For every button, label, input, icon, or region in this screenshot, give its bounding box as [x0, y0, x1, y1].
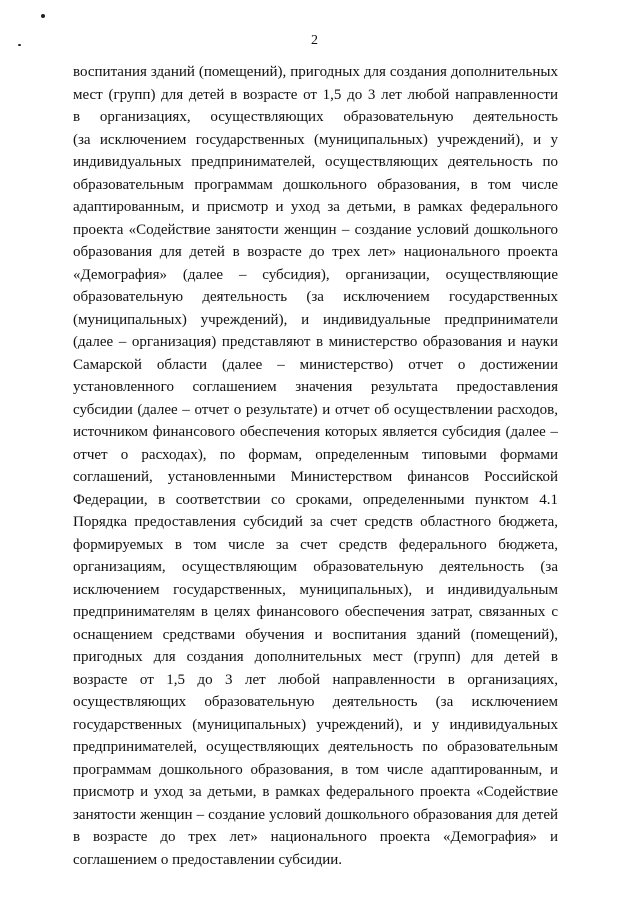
text-line: соглашений, установленными Министерством финансов Российской: [73, 469, 558, 485]
text-line: соглашением о предоставлении субсидии.: [73, 851, 343, 868]
text-line: исключением государственных, муниципальных), и индивидуальным: [73, 581, 558, 598]
text-line: образования для детей в возрасте до трех лет» национального проекта: [73, 244, 558, 260]
text-line: «Демография» (далее – субсидия), организации, осуществляющие: [73, 266, 558, 283]
text-line: адаптированным, и присмотр и уход за детьми, в рамках федерального: [73, 199, 558, 215]
text-line: субсидии (далее – отчет о результате) и отчет об осуществлении расходов,: [73, 401, 558, 418]
text-line: предпринимателям в целях финансового обеспечения затрат, связанных с: [73, 604, 558, 620]
text-line: занятости женщин – создание условий дошкольного образования для детей: [73, 806, 558, 823]
body-text: [73, 61, 558, 871]
text-line: в организациях, осуществляющих образовательную деятельность: [73, 109, 558, 125]
text-line: установленного соглашением значения результата предоставления: [73, 379, 558, 395]
text-line: отчет о расходах), по формам, определенным типовыми формами: [73, 446, 558, 463]
text-line: государственных (муниципальных) учреждений), и у индивидуальных: [73, 716, 558, 733]
text-line: возрасте от 1,5 до 3 лет любой направленности в организациях,: [73, 671, 558, 688]
text-line: индивидуальных предпринимателей, осуществляющих деятельность по: [73, 154, 558, 170]
text-line: образовательным программам дошкольного образования, в том числе: [73, 176, 558, 193]
text-line: воспитания зданий (помещений), пригодных для создания дополнительных: [73, 64, 558, 80]
text-line: (далее – организация) представляют в министерство образования и науки: [73, 334, 558, 350]
text-line: Самарской области (далее – министерство) отчет о достижении: [73, 356, 558, 373]
text-line: присмотр и уход за детьми, в рамках федерального проекта «Содействие: [73, 784, 558, 800]
text-line: Порядка предоставления субсидий за счет средств областного бюджета,: [73, 514, 558, 530]
text-line: программам дошкольного образования, в том числе адаптированным, и: [73, 761, 558, 778]
text-line: оснащением средствами обучения и воспитания зданий (помещений),: [73, 626, 558, 643]
text-line: образовательную деятельность (за исключением государственных: [73, 289, 558, 305]
text-line: осуществляющих образовательную деятельность (за исключением: [73, 694, 558, 710]
text-line: проекта «Содействие занятости женщин – создание условий дошкольного: [73, 221, 558, 238]
text-line: в возрасте до трех лет» национального проекта «Демография» и: [73, 829, 558, 845]
text-line: (муниципальных) учреждений), и индивидуальные предприниматели: [73, 311, 558, 328]
text-line: Федерации, в соответствии со сроками, определенными пунктом 4.1: [73, 491, 558, 508]
text-line: предпринимателей, осуществляющих деятельность по образовательным: [73, 739, 558, 755]
page-number: 2: [311, 33, 318, 48]
text-line: мест (групп) для детей в возрасте от 1,5 до 3 лет любой направленности: [73, 86, 558, 103]
text-line: (за исключением государственных (муниципальных) учреждений), и у: [73, 131, 558, 148]
scan-speck: [41, 14, 45, 18]
text-line: пригодных для создания дополнительных мест (групп) для детей в: [73, 649, 558, 665]
text-line: организациям, осуществляющим образовательную деятельность (за: [73, 559, 558, 575]
text-line: источником финансового обеспечения которых является субсидия (далее –: [73, 424, 558, 440]
text-line: формируемых в том числе за счет средств федерального бюджета,: [73, 536, 558, 553]
